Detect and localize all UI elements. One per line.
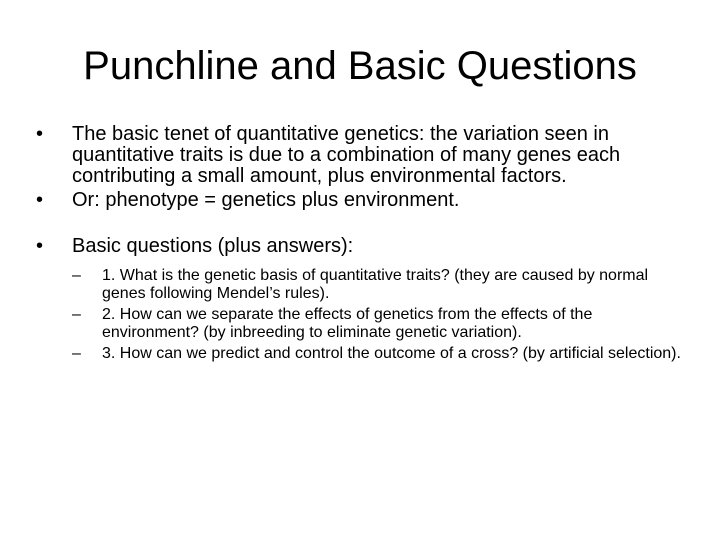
dash-marker: –	[72, 345, 81, 362]
dash-marker: –	[72, 267, 81, 284]
sub-bullet-text: 2. How can we separate the effects of genetics from the effects of the environment? (by inbreeding to eliminate genetic variation).	[102, 306, 593, 341]
bullet-text: Basic questions (plus answers):	[72, 235, 354, 257]
bullet-marker: •	[36, 189, 44, 211]
bullet-text: Or: phenotype = genetics plus environment.	[72, 189, 460, 211]
dash-marker: –	[72, 306, 81, 323]
sub-bullet-item	[0, 306, 692, 342]
bullet-item	[0, 190, 662, 211]
bullet-item	[0, 236, 662, 257]
sub-bullet-item	[0, 345, 692, 363]
bullet-list	[0, 124, 720, 363]
bullet-text: The basic tenet of quantitative genetics: the variation seen in quantitative traits is due to a combination of many genes each contributing a small amount, plus environmental factors.	[72, 123, 621, 187]
bullet-item	[0, 124, 662, 187]
sub-bullet-text: 1. What is the genetic basis of quantitative traits? (they are caused by normal genes following Mendel’s rules).	[102, 267, 649, 302]
bullet-marker: •	[36, 123, 44, 145]
sub-bullet-text: 3. How can we predict and control the outcome of a cross? (by artificial selection).	[102, 345, 681, 362]
sub-bullet-item	[0, 267, 692, 303]
slide-title: Punchline and Basic Questions	[83, 44, 637, 88]
bullet-marker: •	[36, 235, 44, 257]
